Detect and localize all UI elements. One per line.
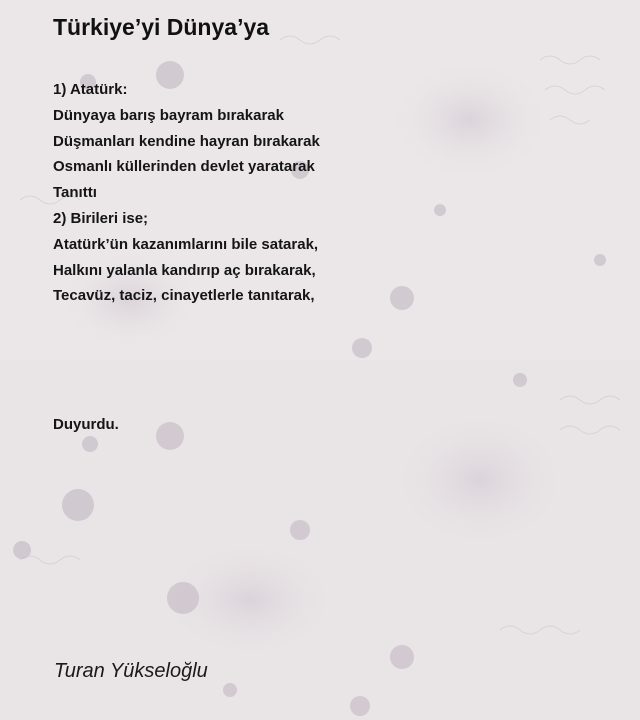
poem-body xyxy=(53,77,613,438)
poem-line xyxy=(53,335,613,361)
poem-line: Halkını yalanla kandırıp aç bırakarak, xyxy=(53,261,316,279)
poem-line: 1) Atatürk: xyxy=(53,81,128,98)
poem-line: Düşmanları kendine hayran bırakarak xyxy=(53,132,320,150)
poem-author: Turan Yükseloğlu xyxy=(54,660,208,682)
poem-line xyxy=(53,387,613,413)
poem-line xyxy=(53,361,613,387)
poem-line: Duyurdu. xyxy=(53,416,119,434)
poem-line: 2) Birileri ise; xyxy=(53,209,149,227)
poem-line xyxy=(53,309,613,335)
poem-title: Türkiye’yi Dünya’ya xyxy=(53,14,270,40)
poem-line: Dünyaya barış bayram bırakarak xyxy=(53,106,284,124)
poem-line: Tecavüz, taciz, cinayetlerle tanıtarak, xyxy=(53,287,315,305)
poem-line: Atatürk’ün kazanımlarını bile satarak, xyxy=(53,235,319,253)
poem-line: Tanıttı xyxy=(53,184,97,202)
poem-line: Osmanlı küllerinden devlet yaratarak xyxy=(53,158,315,176)
